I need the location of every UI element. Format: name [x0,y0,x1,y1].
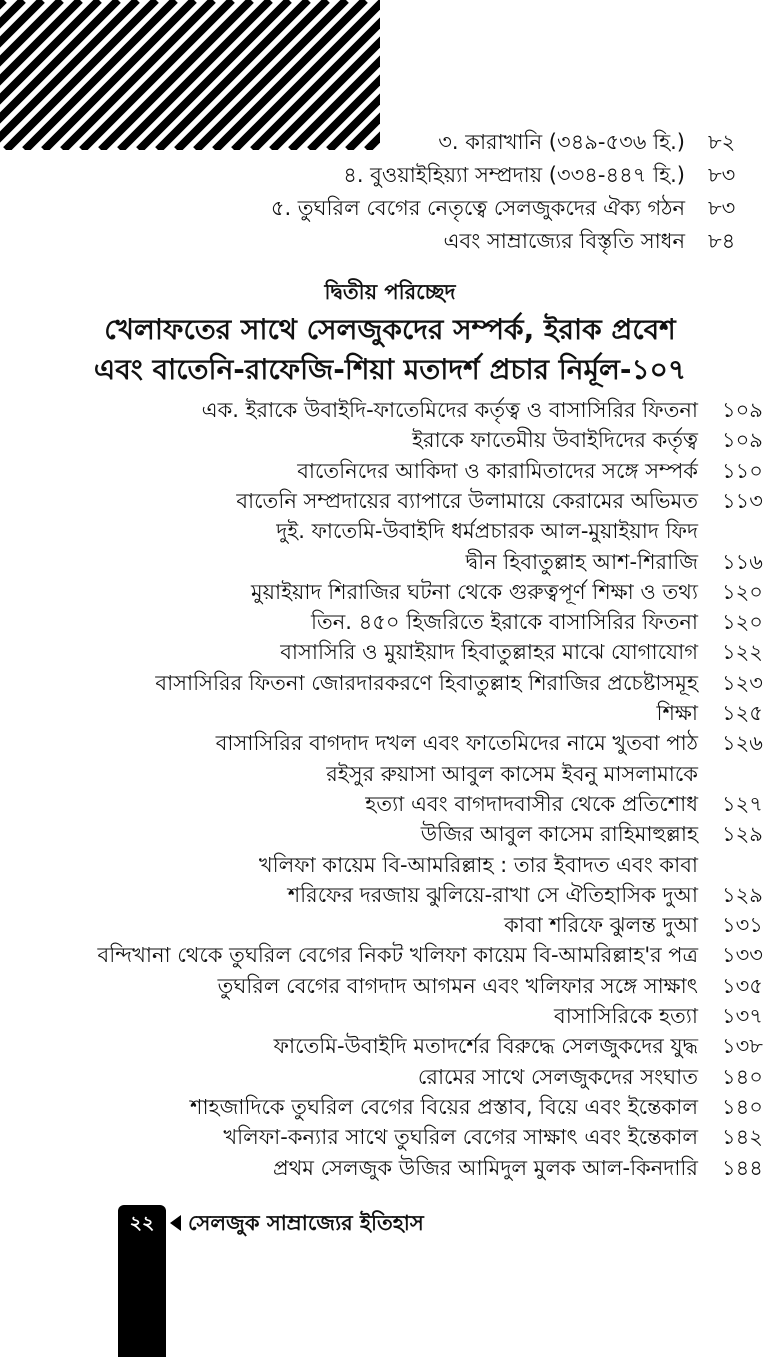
toc-entry [0,545,780,579]
toc-entry [0,757,780,791]
toc-entry-page-number: ১০৯ [722,398,763,422]
footer-book-title: সেলজুক সাম্রাজ্যের ইতিহাস [188,1211,424,1235]
toc-entry-page-number: ১২৯ [722,822,763,847]
toc-entry [0,969,780,1003]
toc-entry [0,635,780,669]
toc-entry-page-number: ১২৬ [722,731,763,756]
toc-entry-title: এবং সাম্রাজ্যের বিস্তৃতি সাধন [443,229,685,253]
chapter-heading-line-1: খেলাফতের সাথে সেলজুকদের সম্পর্ক, ইরাক প্রবেশ [104,313,676,346]
toc-entry [0,726,780,760]
toc-entry [0,224,780,258]
toc-entry-page-number: ১৩১ [722,913,763,938]
toc-entry-title: রোমের সাথে সেলজুকদের সংঘাত [417,1064,698,1089]
toc-entry [0,393,780,427]
toc-entry [0,696,780,730]
toc-entry-title: বাসাসিরি ও মুয়াইয়াদ হিবাতুল্লাহর মাঝে যোগাযোগ [280,640,698,665]
toc-entry-title: খলিফা কায়েম বি-আমরিল্লাহ : তার ইবাদত এবং কাবা [258,852,698,877]
toc-entry [0,575,780,609]
toc-entry-title: বাসাসিরির ফিতনা জোরদারকরণে হিবাতুল্লাহ শিরাজির প্রচেষ্টাসমূহ [155,670,698,695]
toc-entry-page-number: ১৩৩ [722,943,763,968]
toc-entry-page-number: ১৩৭ [722,1004,763,1028]
toc-entry-title: তিন. ৪৫০ হিজরিতে ইরাকে বাসাসিরির ফিতনা [310,610,698,635]
toc-entry-page-number: ১৪০ [722,1094,763,1119]
toc-entry-page-number: ১১০ [722,458,763,483]
triangle-left-icon [170,1215,181,1231]
toc-entry-title: রইসুর রুয়াসা আবুল কাসেম ইবনু মাসলামাকে [326,761,698,786]
chapter-heading-line-2: এবং বাতেনি-রাফেজি-শিয়া মতাদর্শ প্রচার নির্মূল-১০৭ [93,353,687,386]
toc-entry [0,1151,780,1185]
toc-entry [0,999,780,1033]
toc-entry-page-number: ৮৩ [708,196,736,220]
toc-entry [0,191,780,225]
toc-entry-page-number: ১১৩ [722,488,763,513]
toc-entry-page-number: ১৩৫ [722,973,763,998]
toc-entry [0,125,780,159]
toc-entry-title: উজির আবুল কাসেম রাহিমাহুল্লাহ [420,822,698,847]
toc-entry [0,158,780,192]
toc-entry-title: ইরাকে ফাতেমীয় উবাইদিদের কর্তৃত্ব [412,428,698,453]
toc-entry-page-number: ১৪০ [722,1064,763,1089]
toc-entry-page-number: ১০৯ [722,428,763,453]
toc-entry-title: ৩. কারাখানি (৩৪৯-৫৩৬ হি.) [438,130,685,154]
toc-entry-title: শাহজাদিকে তুঘরিল বেগের বিয়ের প্রস্তাব, বিয়ে এবং ইন্তেকাল [190,1094,698,1119]
toc-entry [0,484,780,518]
toc-entry-page-number: ৮২ [708,130,736,154]
toc-entry-page-number: ৮৪ [708,229,736,253]
toc-entry-page-number: ১২০ [722,579,763,604]
toc-entry-page-number: ১৪২ [722,1125,763,1150]
toc-entry [0,1120,780,1154]
toc-entry-title: কাবা শরিফে ঝুলন্ত দুআ [504,913,698,938]
toc-entry-title: বাতেনিদের আকিদা ও কারামিতাদের সঙ্গে সম্পর্ক [297,458,698,483]
toc-entry-title: ৪. বুওয়াইহিয়্যা সম্প্রদায় (৩৩৪-৪৪৭ হি.) [343,163,685,187]
toc-entry-page-number: ১১৬ [722,549,763,574]
toc-entry [0,1029,780,1063]
toc-entry-title: দ্বীন হিবাতুল্লাহ আশ-শিরাজি [465,549,698,574]
toc-entry [0,1060,780,1094]
toc-entry [0,787,780,821]
toc-entry [0,938,780,972]
toc-entry [0,878,780,912]
toc-entry-title: দুই. ফাতেমি-উবাইদি ধর্মপ্রচারক আল-মুয়াইয়াদ ফিদ [276,519,698,544]
toc-entry-page-number: ১২৫ [722,701,763,725]
toc-entry-title: এক. ইরাকে উবাইদি-ফাতেমিদের কর্তৃত্ব ও বাসাসিরির ফিতনা [201,398,698,422]
toc-entry-page-number: ১২৩ [722,670,763,695]
toc-entry-page-number: ১২২ [722,640,763,665]
chapter-label: দ্বিতীয় পরিচ্ছেদ [324,280,456,304]
toc-entry [0,908,780,942]
toc-entry-title: খলিফা-কন্যার সাথে তুঘরিল বেগের সাক্ষাৎ এবং ইন্তেকাল [223,1125,698,1150]
toc-entry [0,514,780,548]
footer-page-number: ২২ [129,1212,155,1234]
toc-entry-title: বাতেনি সম্প্রদায়ের ব্যাপারে উলামায়ে কেরামের অভিমত [236,488,698,513]
toc-entry-page-number: ১২৭ [722,791,763,816]
toc-entry [0,1090,780,1124]
toc-entry-page-number: ৮৩ [708,163,736,187]
toc-entry-title: ফাতেমি-উবাইদি মতাদর্শের বিরুদ্ধে সেলজুকদের যুদ্ধ [273,1034,698,1059]
toc-entry [0,817,780,851]
toc-entry-title: হত্যা এবং বাগদাদবাসীর থেকে প্রতিশোধ [365,791,698,816]
toc-entry-title: বন্দিখানা থেকে তুঘরিল বেগের নিকট খলিফা কায়েম বি-আমরিল্লাহ'র পত্র [97,943,698,968]
toc-entry-page-number: ১২৯ [722,882,763,907]
toc-entry-page-number: ১২০ [722,610,763,635]
toc-entry-page-number: ১৩৮ [722,1034,763,1059]
toc-entry [0,605,780,639]
toc-entry-title: মুয়াইয়াদ শিরাজির ঘটনা থেকে গুরুত্বপূর্ণ শিক্ষা ও তথ্য [250,579,698,604]
toc-entry [0,666,780,700]
toc-entry-title: বাসাসিরিকে হত্যা [554,1004,698,1028]
toc-entry-title: শরিফের দরজায় ঝুলিয়ে-রাখা সে ঐতিহাসিক দুআ [287,882,698,907]
toc-entry-title: ৫. তুঘরিল বেগের নেতৃত্বে সেলজুকদের ঐক্য গঠন [270,196,685,220]
toc-entry-page-number: ১৪৪ [722,1155,763,1180]
toc-entry [0,848,780,882]
toc-entry-title: প্রথম সেলজুক উজির আমিদুল মুলক আল-কিনদারি [272,1155,698,1180]
toc-entry-title: শিক্ষা [656,701,698,725]
toc-entry [0,454,780,488]
toc-entry-title: তুঘরিল বেগের বাগদাদ আগমন এবং খলিফার সঙ্গে সাক্ষাৎ [217,973,698,998]
toc-entry [0,423,780,457]
toc-entry-title: বাসাসিরির বাগদাদ দখল এবং ফাতেমিদের নামে খুতবা পাঠ [215,731,698,756]
